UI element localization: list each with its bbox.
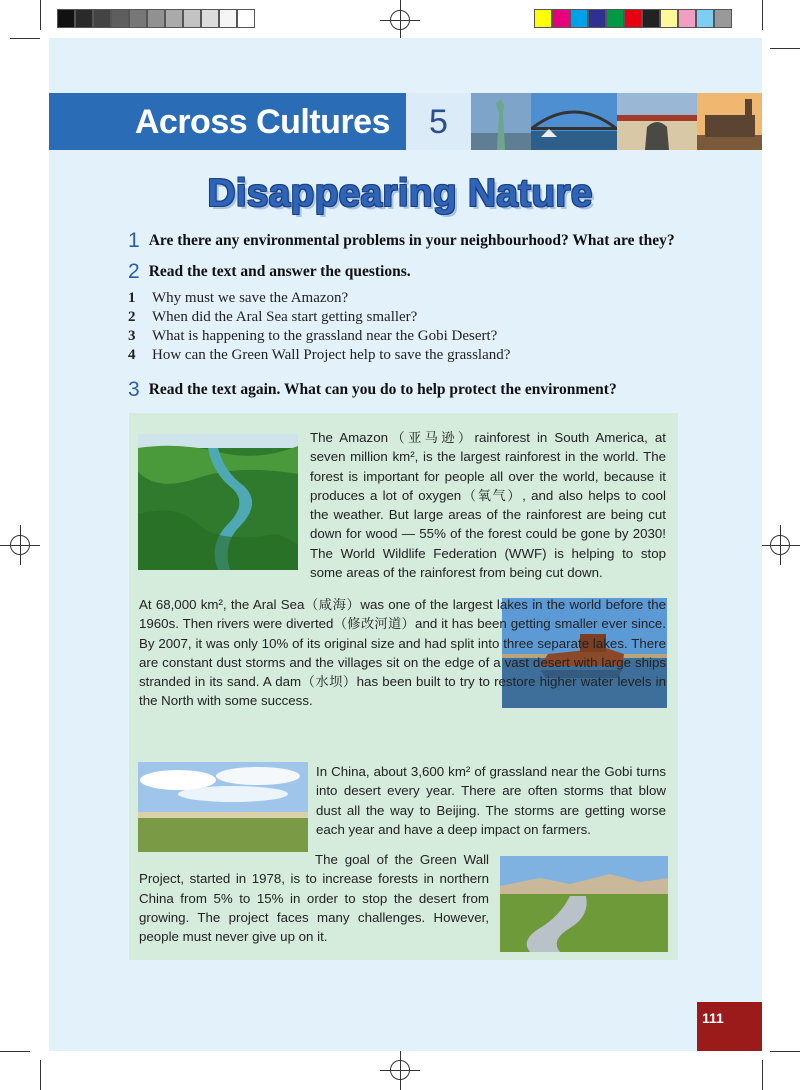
task-text: Read the text and answer the questions. [148,263,411,280]
grayscale-swatches [57,9,255,28]
registration-mark-top [380,0,420,40]
amazon-rainforest-photo [138,434,298,570]
question-3 [128,328,497,345]
crop-mark [762,1060,763,1090]
sydney-harbour-bridge-photo [531,93,617,150]
crop-mark [40,1060,41,1090]
question-number: 4 [128,347,136,363]
task-3 [128,378,617,402]
crop-mark [762,0,763,30]
page-number: 111 [697,1002,762,1051]
statue-of-liberty-photo [471,93,531,150]
green-wall-stream-photo [500,856,668,952]
chinese-lion-statue-photo [617,93,697,150]
question-2 [128,309,417,326]
section-header [49,93,762,150]
question-text: Why must we save the Amazon? [152,290,349,306]
aral-sea-paragraph: At 68,000 km², the Aral Sea（咸海）was one of the largest lakes in the world before the 1960s. Then rivers were diverted（修改河道）and it has been getting smaller ever since. By 2007, it was only 10% of its original size and had split into three separate lakes. There are constant dust storms and the villages sit on the edge of a vast desert with large ships stranded in its sand. A dam（水坝）has been built to try to restore higher water levels in the North with some success. [139,597,666,709]
crop-mark [10,38,40,39]
question-number: 3 [128,328,136,344]
question-text: How can the Green Wall Project help to save the grassland? [152,347,511,363]
section-title: Across Cultures [134,103,390,141]
page-title: Disappearing Nature [207,172,593,215]
registration-mark-left [0,525,40,565]
task-number: 3 [128,378,140,401]
crop-mark [770,1051,800,1052]
question-text: What is happening to the grassland near the Gobi Desert? [152,328,498,344]
question-1 [128,290,348,307]
task-text: Read the text again. What can you do to help protect the environment? [148,381,617,398]
amazon-paragraph: The Amazon（亚马逊）rainforest in South America, at seven million km², is the largest rainforest in the world. The forest is important for people all over the world, because it produces a lot of oxygen（氧气）, and also helps to cool the weather. But large areas of the rainforest are being cut down for wood — 55% of the forest could be gone by 2030! The World Wildlife Federation (WWF) is helping to stop some areas of the rainforest from being cut down. [310,430,666,581]
gobi-grassland-photo [138,762,308,852]
london-parliament-photo [697,93,762,150]
task-2 [128,260,411,284]
question-4 [128,347,510,364]
task-text: Are there any environmental problems in your neighbourhood? What are they? [148,232,675,249]
question-text: When did the Aral Sea start getting smaller? [152,309,418,325]
registration-mark-right [760,525,800,565]
task-number: 1 [128,229,140,252]
green-wall-paragraph: The goal of the Green Wall Project, started in 1978, is to increase forests in northern China from 5% to 15% in order to stop the desert from growing. The project faces many challenges. However, people must never give up on it. [139,852,489,945]
crop-mark [0,1051,30,1052]
task-1 [128,229,675,253]
question-number: 1 [128,290,136,306]
gobi-paragraph: In China, about 3,600 km² of grassland near the Gobi turns into desert every year. There are often storms that blow dust all the way to Beijing. The storms are getting worse each year and have a deep impact on farmers. [316,764,666,837]
color-swatches [534,9,732,28]
landmark-photo-strip [471,93,762,150]
task-number: 2 [128,260,140,283]
header-blue-bar [49,93,406,150]
question-number: 2 [128,309,136,325]
crop-mark [770,48,800,49]
crop-mark [40,0,41,30]
registration-mark-bottom [380,1050,420,1090]
unit-number: 5 [406,93,471,150]
